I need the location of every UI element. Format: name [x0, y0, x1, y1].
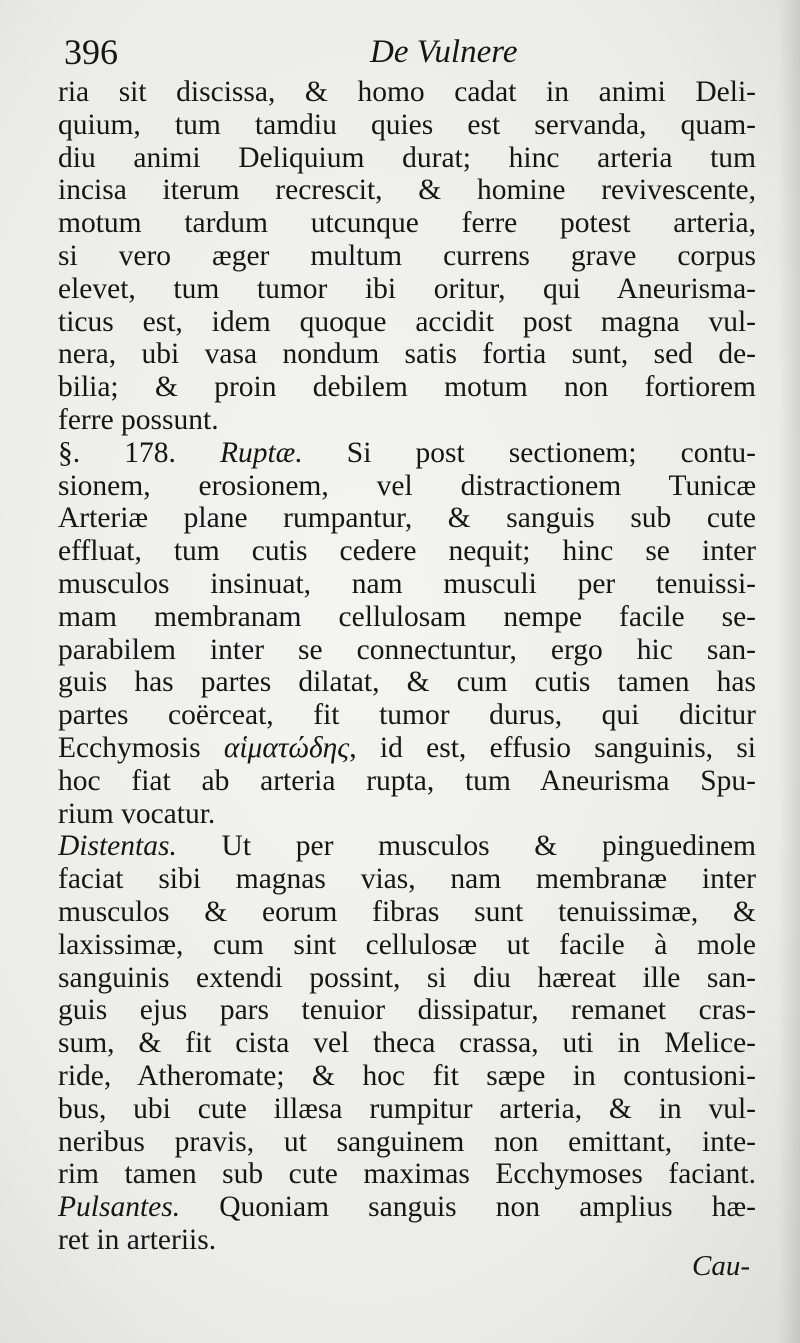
text-line: [58, 306, 756, 339]
text-line: [58, 601, 756, 634]
line-text: effluat, tum cutis cedere nequit; hinc se inter: [58, 535, 756, 568]
text-line: [58, 1093, 756, 1126]
text-line: [58, 142, 756, 175]
line-text: Si post sectionem; contu-: [302, 436, 756, 469]
text-line: [58, 830, 756, 863]
text-line: [58, 732, 756, 765]
text-line: [58, 798, 756, 831]
text-line: [58, 437, 756, 470]
text-line: [58, 273, 756, 306]
line-lead: Ecchymosis: [58, 731, 224, 764]
line-text: si vero æger multum currens grave corpus: [58, 239, 756, 272]
line-text: Ut per musculos & pinguedinem: [176, 830, 756, 863]
line-text: musculos & eorum fibras sunt tenuissimæ, &: [58, 895, 756, 928]
text-line: [58, 1027, 756, 1060]
line-text: guis ejus pars tenuior dissipatur, remanet cras-: [58, 994, 756, 1027]
text-line: [58, 404, 756, 437]
text-line: [58, 634, 756, 667]
line-text: ria sit discissa, & homo cadat in animi Deli-: [58, 76, 756, 108]
line-text: faciat sibi magnas vias, nam membranæ inter: [58, 863, 756, 896]
text-line: [58, 1158, 756, 1191]
running-head: De Vulnere: [370, 34, 518, 70]
text-line: [58, 470, 756, 503]
line-text: diu animi Deliquium durat; hinc arteria tum: [58, 141, 756, 174]
line-text: bilia; & proin debilem motum non fortiorem: [58, 371, 756, 404]
line-text: laxissimæ, cum sint cellulosæ ut facile à mole: [58, 928, 756, 961]
line-text: bus, ubi cute illæsa rumpitur arteria, & in vul-: [58, 1092, 756, 1125]
text-line: [58, 174, 756, 207]
line-text: Quoniam sanguis non amplius hæ-: [180, 1191, 756, 1224]
line-text: sanguinis extendi possint, si diu hæreat ille san-: [58, 961, 756, 994]
text-line: [58, 666, 756, 699]
line-text: ferre possunt.: [58, 403, 219, 436]
catchword: Cau-: [692, 1250, 750, 1282]
line-text: sum, & fit cista vel theca crassa, uti in Melice-: [58, 1027, 756, 1060]
text-line: [58, 502, 756, 535]
line-text: musculos insinuat, nam musculi per tenuissi-: [58, 567, 756, 600]
line-text: sionem, erosionem, vel distractionem Tunicæ: [58, 469, 756, 502]
page-header: [60, 30, 750, 74]
line-text: guis has partes dilatat, & cum cutis tamen has: [58, 666, 756, 699]
line-text: parabilem inter se connectuntur, ergo hic san-: [58, 633, 756, 666]
line-text: partes coërceat, fit tumor durus, qui dicitur: [58, 699, 756, 732]
line-text: ride, Atheromate; & hoc fit sæpe in contusioni-: [58, 1059, 756, 1092]
line-text: motum tardum utcunque ferre potest arteria,: [58, 207, 756, 240]
text-line: [58, 338, 756, 371]
text-line: [58, 207, 756, 240]
text-line: [58, 1126, 756, 1159]
text-line: [58, 1060, 756, 1093]
text-line: [58, 109, 756, 142]
text-line: [58, 699, 756, 732]
text-line: [58, 765, 756, 798]
text-line: [58, 568, 756, 601]
line-text: ticus est, idem quoque accidit post magna vul-: [58, 305, 756, 338]
text-line: [58, 1224, 756, 1257]
page-edge-shadow: [778, 0, 800, 1343]
text-line: [58, 994, 756, 1027]
line-text: , id est, effusio sanguinis, si: [349, 731, 756, 764]
line-text: nera, ubi vasa nondum satis fortia sunt, sed de-: [58, 338, 756, 371]
line-italic-heading: αἱματώδης: [223, 731, 350, 764]
body-text: [58, 76, 756, 1257]
line-text: quium, tum tamdiu quies est servanda, quam-: [58, 108, 756, 141]
text-line: [58, 896, 756, 929]
line-text: elevet, tum tumor ibi oritur, qui Aneurisma-: [58, 272, 756, 305]
text-line: [58, 371, 756, 404]
line-lead: §. 178.: [58, 436, 220, 469]
text-line: [58, 240, 756, 273]
line-text: rim tamen sub cute maximas Ecchymoses faciant.: [58, 1158, 756, 1191]
text-line: [58, 535, 756, 568]
line-text: mam membranam cellulosam nempe facile se-: [58, 600, 756, 633]
text-line: [58, 863, 756, 896]
line-italic-heading: Distentas.: [58, 830, 177, 863]
line-text: ret in arteriis.: [58, 1223, 217, 1256]
text-line: [58, 929, 756, 962]
line-text: Arteriæ plane rumpantur, & sanguis sub cute: [58, 502, 756, 535]
text-line: [58, 1191, 756, 1224]
text-line: [58, 76, 756, 109]
line-text: neribus pravis, ut sanguinem non emittant, inte-: [58, 1125, 756, 1158]
text-line: [58, 962, 756, 995]
line-italic-heading: Pulsantes.: [58, 1191, 181, 1224]
line-text: rium vocatur.: [58, 797, 216, 830]
line-text: hoc fiat ab arteria rupta, tum Aneurisma Spu-: [58, 764, 756, 797]
page-number: 396: [64, 32, 118, 72]
line-italic-heading: Ruptæ.: [219, 436, 303, 469]
line-text: incisa iterum recrescit, & homine revivescente,: [58, 174, 756, 207]
